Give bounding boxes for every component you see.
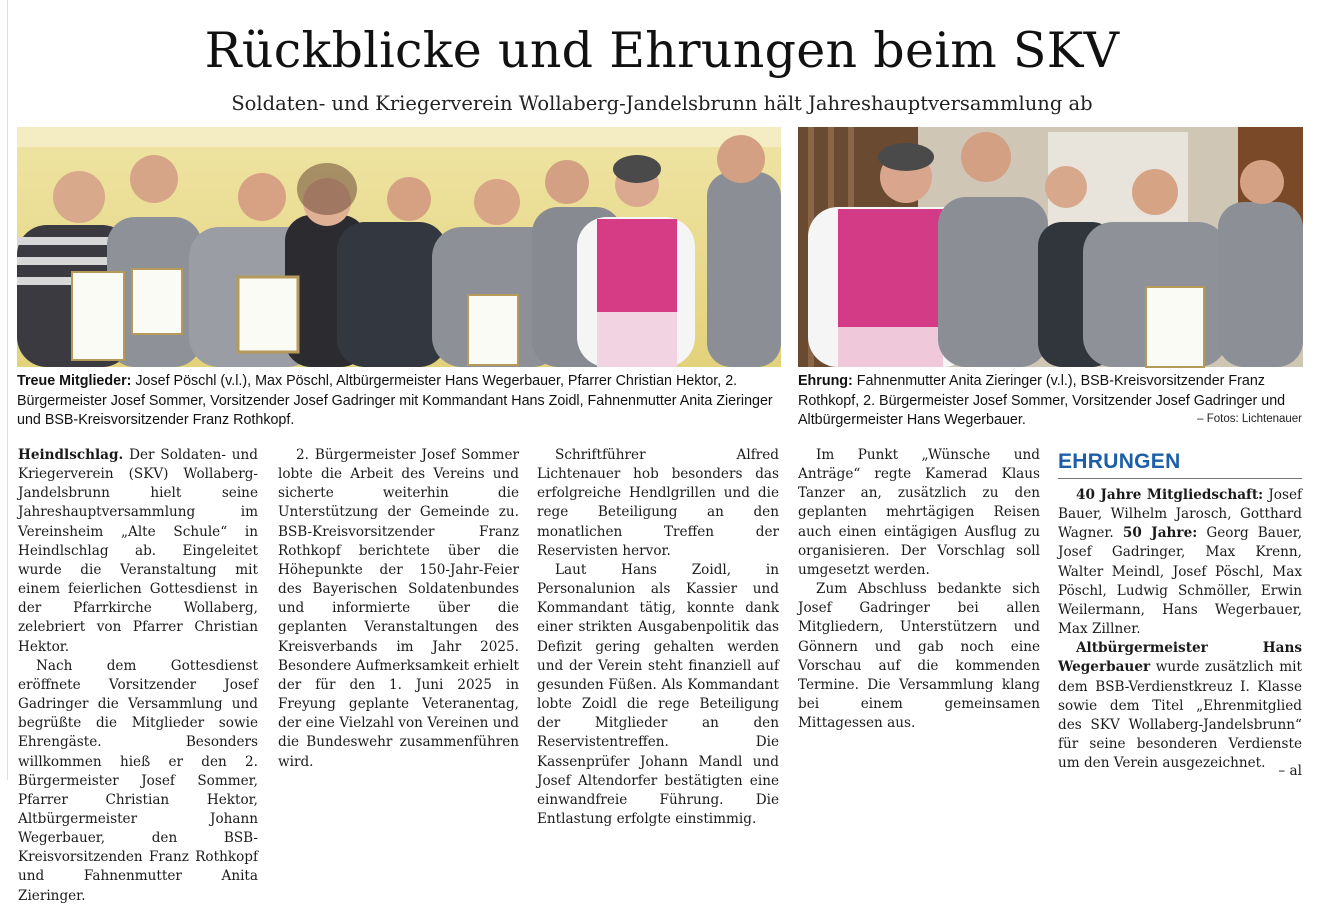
article-column-1: [18, 446, 258, 904]
page-edge-rule: [7, 0, 8, 780]
honor-names-40: Josef Bauer, Wilhelm Jarosch, Gotthard Wagner.: [1058, 487, 1303, 542]
article-column-2: [278, 446, 519, 772]
caption-text: Josef Pöschl (v.l.), Max Pöschl, Altbürgermeister Hans Wegerbauer, Pfarrer Christian Hektor, 2. Bürgermeister Josef Sommer, Vorsitzender Josef Gadringer mit Kommandant Hans Zoidl, Fahnenmutter Anita Zieringer und BSB-Kreisvorsitzender Franz Rothkopf.: [17, 373, 773, 429]
honor-photo: [798, 127, 1303, 367]
paragraph-text: Laut Hans Zoidl, in Personalunion als Kassier und Kommandant tätig, konnte dank einer strikten Ausgabenpolitik das Defizit gering gehalten werden und der Verein steht finanziell auf gesunden Füßen. Als Kommandant lobte Zoidl die rege Beteiligung der Mitglieder an den Reservistentreffen. Die Kassenprüfer Johann Mandl und Josef Altendorfer bestätigten eine einwandfreie Führung. Die Entlastung erfolgte einstimmig.: [537, 561, 779, 827]
honor-names-50: Georg Bauer, Josef Gadringer, Max Krenn, Walter Meindl, Josef Pöschl, Max Pöschl, Ludwig Schmöller, Erwin Weilermann, Hans Wegerbauer, Max Zillner.: [1058, 525, 1303, 638]
paragraph: [537, 446, 779, 561]
paragraph: [798, 446, 1040, 580]
author-signature: – al: [1278, 763, 1302, 779]
honor-text-special: wurde zusätzlich mit dem BSB-Verdienstkreuz I. Klasse sowie dem Titel „Ehrenmitglied des SKV Wollaberg-Jandelsbrunn“ für seine besonderen Verdienste um den Verein ausgezeichnet.: [1058, 659, 1302, 772]
dateline: Heindlschlag.: [18, 447, 124, 463]
honor-lead-50: 50 Jahre:: [1122, 525, 1198, 542]
paragraph-text: 2. Bürgermeister Josef Sommer lobte die Arbeit des Vereins und sicherte weiterhin die Unterstützung der Gemeinde zu. BSB-Kreisvorsitzender Franz Rothkopf berichtete über die Höhepunkte der 150-Jahr-Feier des Bayerischen Soldatenbundes und informierte über die geplanten Veranstaltungen des Kreisverbands im Jahr 2025. Besondere Aufmerksamkeit erhielt der für den 1. Juni 2025 in Freyung geplante Veteranentag, der eine Vielzahl von Vereinen und die Bundeswehr zusammenführen wird.: [278, 447, 519, 770]
paragraph: [18, 657, 258, 904]
photo-credit: – Fotos: Lichtenauer: [1197, 413, 1302, 425]
paragraph: [18, 446, 258, 657]
sidebar-rule: [1058, 478, 1302, 479]
paragraph: [537, 561, 779, 827]
caption-text: Fahnenmutter Anita Zieringer (v.l.), BSB-Kreisvorsitzender Franz Rothkopf, 2. Bürgermeister Josef Sommer, Vorsitzender Josef Gadringer und Altbürgermeister Hans Wegerbauer.: [798, 373, 1286, 429]
honor-lead-40: 40 Jahre Mitgliedschaft:: [1076, 487, 1264, 503]
paragraph-text: Der Soldaten- und Kriegerverein (SKV) Wollaberg-Jandelsbrunn hielt seine Jahreshauptversammlung im Vereinsheim „Alte Schule“ in Heindlschlag ab. Eingeleitet wurde die Veranstaltung mit einem feierlichen Gottesdienst in der Pfarrkirche Wollaberg, zelebriert von Pfarrer Christian Hektor.: [18, 447, 258, 655]
paragraph-text: Schriftführer Alfred Lichtenauer hob besonders das erfolgreiche Hendlgrillen und die rege Beteiligung an den monatlichen Treffen der Reservisten hervor.: [537, 447, 779, 559]
paragraph: [1058, 486, 1302, 639]
honor-lead-special: Altbürgermeister Hans Wegerbauer: [1058, 640, 1302, 676]
article-column-4: [798, 446, 1040, 733]
paragraph-text: Nach dem Gottesdienst eröffnete Vorsitzender Josef Gadringer die Versammlung und begrüßte die Mitglieder sowie Ehrengäste. Besonders willkommen hieß er den 2. Bürgermeister Josef Sommer, Pfarrer Christian Hektor, Altbürgermeister Johann Wegerbauer, den BSB-Kreisvorsitzenden Franz Rothkopf und Fahnenmutter Anita Zieringer.: [18, 657, 258, 904]
subheadline: Soldaten- und Kriegerverein Wollaberg-Jandelsbrunn hält Jahreshauptversammlung ab: [231, 92, 1093, 115]
article-column-3: [537, 446, 779, 827]
sidebar-honors: [1058, 486, 1302, 773]
paragraph-text: Zum Abschluss bedankte sich Josef Gadringer bei allen Mitgliedern, Unterstützern und Gönnern und gab noch eine Vorschau auf die kommenden Termine. Die Versammlung klang bei einem gemeinsamen Mittagessen aus.: [798, 581, 1040, 732]
paragraph: [1058, 639, 1302, 773]
paragraph-text: Im Punkt „Wünsche und Anträge“ regte Kamerad Klaus Tanzer an, zusätzlich zu den geplanten mehrtägigen Reisen auch einen eintägigen Ausflug zu organisieren. Der Vorschlag soll umgesetzt werden.: [798, 447, 1040, 578]
photo1-caption: [17, 372, 785, 431]
paragraph: [798, 580, 1040, 733]
headline: Rückblicke und Ehrungen beim SKV: [204, 22, 1120, 79]
group-photo: [17, 127, 781, 367]
sidebar-title: EHRUNGEN: [1058, 450, 1181, 473]
caption-lead: Ehrung:: [798, 373, 853, 389]
caption-lead: Treue Mitglieder:: [17, 373, 132, 389]
paragraph: [278, 446, 519, 772]
